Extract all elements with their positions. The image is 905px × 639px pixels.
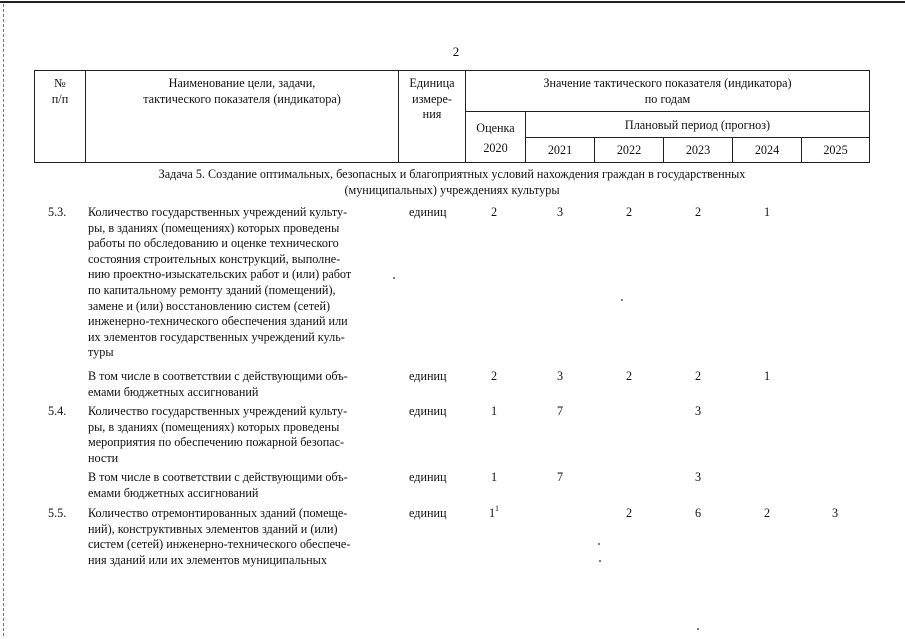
value-2021: 3 xyxy=(556,369,564,383)
header-col-values: Значение тактического показателя (индикатора) по годам xyxy=(543,76,792,106)
row-name: В том числе в соответствии с действующими объ- емами бюджетных ассигнований xyxy=(88,470,348,500)
header-col-name: Наименование цели, задачи, тактического показателя (индикатора) xyxy=(143,76,341,106)
page-top-border xyxy=(0,1,905,3)
value-2021: 7 xyxy=(556,404,564,418)
header-col-num: № п/п xyxy=(51,76,69,106)
row-number: 5.5. xyxy=(48,506,67,520)
value-2020: 1 xyxy=(490,404,498,418)
footnote-mark: 1 xyxy=(495,504,500,513)
header-col-unit: Единица измере- ния xyxy=(409,76,455,122)
value-2024: 1 xyxy=(763,369,771,383)
value-2022: 2 xyxy=(625,369,633,383)
row-name: В том числе в соответствии с действующими объ- емами бюджетных ассигнований xyxy=(88,369,348,399)
header-year: 2024 xyxy=(754,143,780,157)
value-2020: 2 xyxy=(490,205,498,219)
value-2021: 3 xyxy=(556,205,564,219)
header-year: 2023 xyxy=(685,143,711,157)
header-divider xyxy=(525,137,869,138)
scan-speck xyxy=(599,560,601,562)
value-2023: 2 xyxy=(694,369,702,383)
scan-left-edge xyxy=(3,4,4,636)
task-title: Задача 5. Создание оптимальных, безопасных и благоприятных условий нахождения граждан в государственных (муниципальных) учреждениях культуры xyxy=(158,167,746,197)
value-2024: 2 xyxy=(763,506,771,520)
row-number: 5.4. xyxy=(48,404,67,418)
row-unit: единиц xyxy=(409,205,447,219)
value-2022: 2 xyxy=(625,506,633,520)
scan-speck xyxy=(621,299,623,301)
row-unit: единиц xyxy=(409,470,447,484)
row-name: Количество государственных учреждений культу- ры, в зданиях (помещениях) которых проведены работы по обследованию и оценке технического состояния строительных конструкций, выполне- нию проектно-изыскательских работ и (или) работ по капитальному ремонту зданий (помещений), замене и (или) восстановлению систем (сетей) инженерно-технического обеспечения зданий или их элементов государственных учреждений куль- туры xyxy=(88,205,352,360)
value-2020 xyxy=(479,506,509,522)
header-divider xyxy=(465,111,869,112)
row-unit: единиц xyxy=(409,369,447,383)
header-col-plan: Плановый период (прогноз) xyxy=(624,118,771,132)
value-2023: 6 xyxy=(694,506,702,520)
row-name: Количество государственных учреждений культу- ры, в зданиях (помещениях) которых проведены мероприятия по обеспечению пожарной безопас- ности xyxy=(88,404,348,465)
value-2020-main: 1 xyxy=(488,506,496,520)
row-number: 5.3. xyxy=(48,205,67,219)
value-2023: 3 xyxy=(694,404,702,418)
scan-speck xyxy=(697,628,699,630)
table-header xyxy=(34,70,870,163)
row-unit: единиц xyxy=(409,404,447,418)
value-2022: 2 xyxy=(625,205,633,219)
header-year: 2025 xyxy=(823,143,848,157)
value-2024: 1 xyxy=(763,205,771,219)
value-2020: 1 xyxy=(490,470,498,484)
value-2020: 2 xyxy=(490,369,498,383)
page-number: 2 xyxy=(452,44,460,59)
value-2023: 2 xyxy=(694,205,702,219)
row-unit: единиц xyxy=(409,506,447,520)
scan-speck xyxy=(598,543,600,545)
header-year: 2021 xyxy=(547,143,573,157)
header-year: 2022 xyxy=(616,143,642,157)
row-name: Количество отремонтированных зданий (помеще- ний), конструктивных элементов зданий и (или) систем (сетей) инженерно-технического обеспече- ния зданий или их элементов муниципальных xyxy=(88,506,351,567)
value-2025: 3 xyxy=(831,506,839,520)
value-2021: 7 xyxy=(556,470,564,484)
value-2023: 3 xyxy=(694,470,702,484)
scan-speck xyxy=(393,277,395,279)
header-col-estimate: Оценка 2020 xyxy=(476,121,515,155)
